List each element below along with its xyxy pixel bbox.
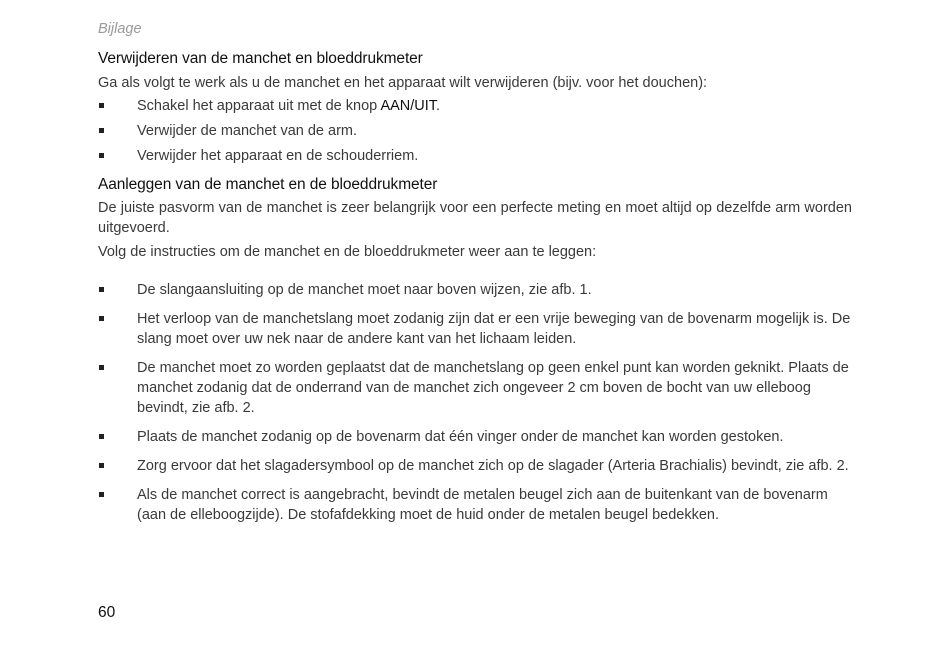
- bullet-icon: [99, 463, 104, 468]
- bullet-icon: [99, 287, 104, 292]
- list-item: Zorg ervoor dat het slagadersymbool op de manchet zich op de slagader (Arteria Brachialis) bevindt, zie afb. 2.: [98, 456, 852, 476]
- list-item: Verwijder de manchet van de arm.: [98, 121, 852, 141]
- button-name: AAN/UIT: [380, 98, 437, 114]
- list-item: Verwijder het apparaat en de schouderriem.: [98, 146, 852, 166]
- bullet-icon: [99, 153, 104, 158]
- section-instruction-apply: Volg de instructies om de manchet en de bloeddrukmeter weer aan te leggen:: [98, 244, 597, 260]
- list-item: De slangaansluiting op de manchet moet naar boven wijzen, zie afb. 1.: [98, 280, 852, 300]
- section-title-apply: Aanleggen van de manchet en de bloeddrukmeter: [98, 176, 438, 193]
- apply-steps-list: [98, 280, 852, 525]
- remove-steps-list: [98, 96, 852, 166]
- chapter-label: Bijlage: [98, 21, 142, 37]
- section-title-remove: Verwijderen van de manchet en bloeddrukmeter: [98, 50, 423, 67]
- list-item: Het verloop van de manchetslang moet zodanig zijn dat er een vrije beweging van de bovenarm mogelijk is. De slang moet over uw nek naar de andere kant van het lichaam leiden.: [98, 309, 852, 349]
- list-item: De manchet moet zo worden geplaatst dat de manchetslang op geen enkel punt kan worden geknikt. Plaats de manchet zodanig dat de onderrand van de manchet zich ongeveer 2 cm boven de bocht van uw elleboog bevindt, zie afb. 2.: [98, 358, 852, 418]
- bullet-icon: [99, 316, 104, 321]
- bullet-icon: [99, 434, 104, 439]
- section-intro-remove: Ga als volgt te werk als u de manchet en het apparaat wilt verwijderen (bijv. voor het douchen):: [98, 75, 708, 91]
- bullet-icon: [99, 492, 104, 497]
- bullet-icon: [99, 365, 104, 370]
- list-item: Als de manchet correct is aangebracht, bevindt de metalen beugel zich aan de buitenkant van de bovenarm (aan de elleboogzijde). De stofafdekking moet de huid onder de metalen beugel bedekken.: [98, 485, 852, 525]
- page-number: 60: [98, 604, 116, 621]
- list-item: Schakel het apparaat uit met de knop AAN/UIT.: [98, 96, 852, 116]
- bullet-icon: [99, 103, 104, 108]
- bullet-icon: [99, 128, 104, 133]
- document-page: [98, 18, 852, 534]
- section-intro-apply: De juiste pasvorm van de manchet is zeer belangrijk voor een perfecte meting en moet altijd op dezelfde arm worden uitgevoerd.: [98, 200, 852, 236]
- list-item: Plaats de manchet zodanig op de bovenarm dat één vinger onder de manchet kan worden gestoken.: [98, 427, 852, 447]
